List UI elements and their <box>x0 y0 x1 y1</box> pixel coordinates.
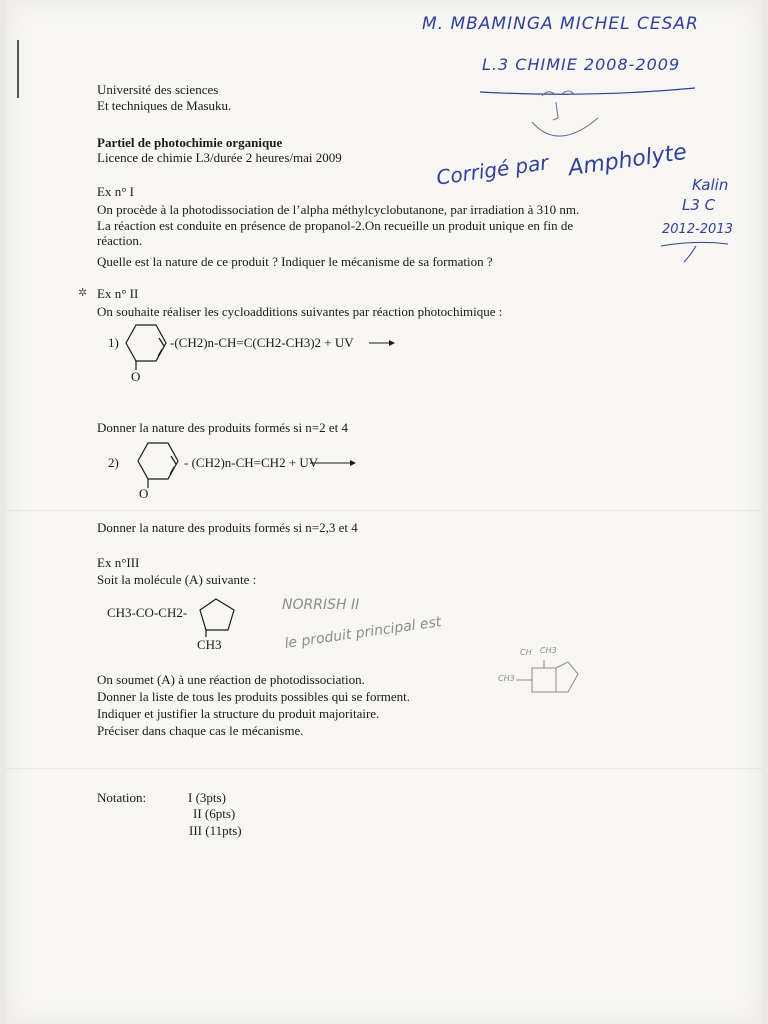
ex3-line-1: On soumet (A) à une réaction de photodissociation. <box>97 672 365 687</box>
ex2-intro: On souhaite réaliser les cycloadditions suivantes par réaction photochimique : <box>97 304 503 319</box>
pencil-note-norrish: NORRISH II <box>282 597 360 613</box>
star-mark: ✲ <box>78 287 88 299</box>
notation-item-2: II (6pts) <box>193 806 236 821</box>
paper-fold-line <box>6 768 762 769</box>
ex3-line-4: Préciser dans chaque cas le mécanisme. <box>97 723 304 738</box>
carbonyl-oxygen-1: O <box>131 369 141 384</box>
corrector-name: Ampholyte <box>566 139 689 182</box>
ex2-question-1: Donner la nature des produits formés si n=2 et 4 <box>97 420 349 435</box>
handwritten-stroke <box>656 236 736 266</box>
corrector-year: 2012-2013 <box>662 222 733 237</box>
pencil-label-ch3-left: CH3 <box>498 674 515 683</box>
ex2-question-2: Donner la nature des produits formés si n=2,3 et 4 <box>97 520 358 535</box>
reaction-2-number: 2) <box>108 455 119 470</box>
ex1-heading: Ex n° I <box>97 184 134 199</box>
ex1-line-4: Quelle est la nature de ce produit ? Indiquer le mécanisme de sa formation ? <box>97 254 493 269</box>
cyclopentane-structure <box>196 593 246 643</box>
margin-mark <box>17 40 19 98</box>
pencil-label-ch: CH <box>520 648 532 657</box>
exam-subtitle: Licence de chimie L3/durée 2 heures/mai 2009 <box>97 150 342 165</box>
student-name: M. MBAMINGA MICHEL CESAR <box>422 14 699 34</box>
reaction-1-number: 1) <box>108 335 119 350</box>
corrector-class: L3 C <box>682 196 716 214</box>
ex1-line-3: réaction. <box>97 233 143 248</box>
pencil-label-ch3-top: CH3 <box>540 646 557 655</box>
ex1-line-1: On procède à la photodissociation de l’alpha méthylcyclobutanone, par irradiation à 310 nm. <box>97 202 580 217</box>
molecule-a-methyl: CH3 <box>197 637 222 652</box>
reaction-1-arrow <box>369 338 399 348</box>
pencil-note-product: le produit principal est <box>283 614 443 652</box>
paper-fold-line <box>6 510 762 511</box>
ex3-line-3: Indiquer et justifier la structure du produit majoritaire. <box>97 706 380 721</box>
ex2-heading: Ex n° II <box>97 286 139 301</box>
ex1-line-2: La réaction est conduite en présence de propanol-2.On recueille un produit unique en fin de <box>97 218 574 233</box>
reaction-1-chain: -(CH2)n-CH=C(CH2-CH3)2 + UV <box>170 335 354 350</box>
notation-label: Notation: <box>97 790 147 805</box>
notation-item-1: I (3pts) <box>188 790 226 805</box>
exam-title: Partiel de photochimie organique <box>97 135 283 150</box>
ex3-heading: Ex n°III <box>97 555 140 570</box>
carbonyl-oxygen-2: O <box>139 486 149 501</box>
corrector-subname: Kalin <box>692 176 729 194</box>
university-line-1: Université des sciences <box>97 82 219 97</box>
notation-item-3: III (11pts) <box>189 823 242 838</box>
reaction-2-arrow <box>306 457 386 469</box>
reaction-2-chain: - (CH2)n-CH=CH2 + UV <box>184 455 319 470</box>
university-line-2: Et techniques de Masuku. <box>97 98 232 113</box>
ex3-intro: Soit la molécule (A) suivante : <box>97 572 257 587</box>
corrected-by-label: Corrigé par <box>434 150 550 190</box>
class-year: L.3 CHIMIE 2008-2009 <box>482 55 681 74</box>
molecule-a-chain: CH3-CO-CH2- <box>107 605 188 620</box>
ex3-line-2: Donner la liste de tous les produits possibles qui se forment. <box>97 689 411 704</box>
